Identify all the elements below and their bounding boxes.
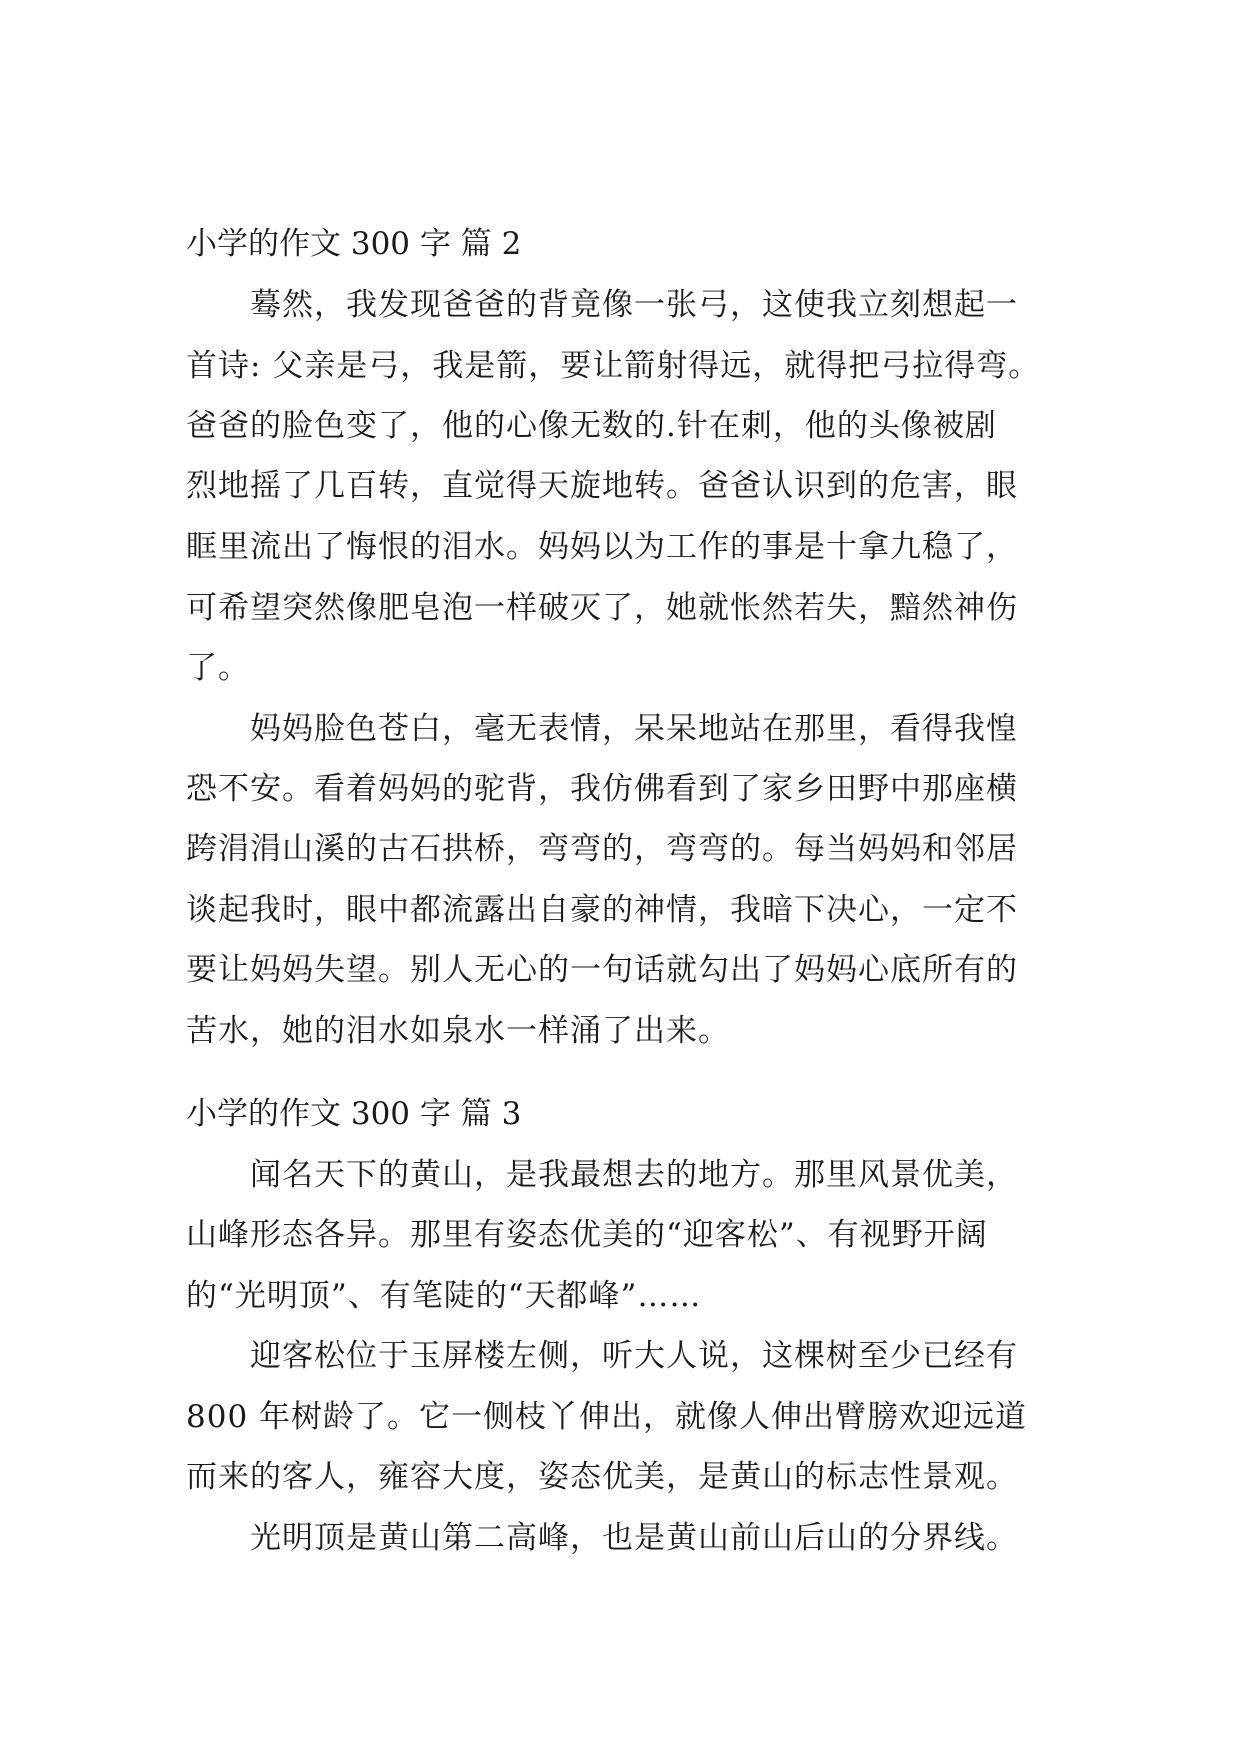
- paragraph-line: 800 年树龄了。它一侧枝丫伸出，就像人伸出臂膀欢迎远道: [186, 1399, 1028, 1435]
- paragraph-line: 蓦然，我发现爸爸的背竟像一张弓，这使我立刻想起一: [250, 287, 1018, 323]
- paragraph-line: 闻名天下的黄山，是我最想去的地方。那里风景优美，: [250, 1157, 1018, 1193]
- paragraph-line: 首诗: 父亲是弓，我是箭，要让箭射得远，就得把弓拉得弯。: [186, 348, 1041, 384]
- paragraph-line: 恐不安。看着妈妈的驼背，我仿佛看到了家乡田野中那座横: [186, 771, 1018, 807]
- paragraph-line: 爸爸的脸色变了，他的心像无数的.针在刺，他的头像被剧: [186, 408, 997, 444]
- section-heading-2: 小学的作文 300 字 篇 2: [186, 226, 522, 262]
- paragraph-line: 跨涓涓山溪的古石拱桥，弯弯的，弯弯的。每当妈妈和邻居: [186, 831, 1018, 867]
- paragraph-line: 迎客松位于玉屏楼左侧，听大人说，这棵树至少已经有: [250, 1338, 1018, 1374]
- paragraph-line: 烈地摇了几百转，直觉得天旋地转。爸爸认识到的危害，眼: [186, 468, 1018, 504]
- paragraph-line: 光明顶是黄山第二高峰，也是黄山前山后山的分界线。: [250, 1520, 1018, 1556]
- paragraph-line: 要让妈妈失望。别人无心的一句话就勾出了妈妈心底所有的: [186, 952, 1018, 988]
- paragraph-line: 了。: [186, 650, 250, 686]
- paragraph-line: 而来的客人，雍容大度，姿态优美，是黄山的标志性景观。: [186, 1459, 1018, 1495]
- paragraph-line: 苦水，她的泪水如泉水一样涌了出来。: [186, 1013, 730, 1049]
- paragraph-line: 山峰形态各异。那里有姿态优美的“迎客松”、有视野开阔: [186, 1217, 988, 1253]
- section-heading-3: 小学的作文 300 字 篇 3: [186, 1096, 522, 1132]
- paragraph-line: 谈起我时，眼中都流露出自豪的神情，我暗下决心，一定不: [186, 892, 1018, 928]
- paragraph-line: 眶里流出了悔恨的泪水。妈妈以为工作的事是十拿九稳了，: [186, 529, 1018, 565]
- paragraph-line: 可希望突然像肥皂泡一样破灭了，她就怅然若失，黯然神伤: [186, 590, 1018, 626]
- paragraph-line: 的“光明顶”、有笔陡的“天都峰”……: [186, 1278, 702, 1314]
- paragraph-line: 妈妈脸色苍白，毫无表情，呆呆地站在那里，看得我惶: [250, 711, 1018, 747]
